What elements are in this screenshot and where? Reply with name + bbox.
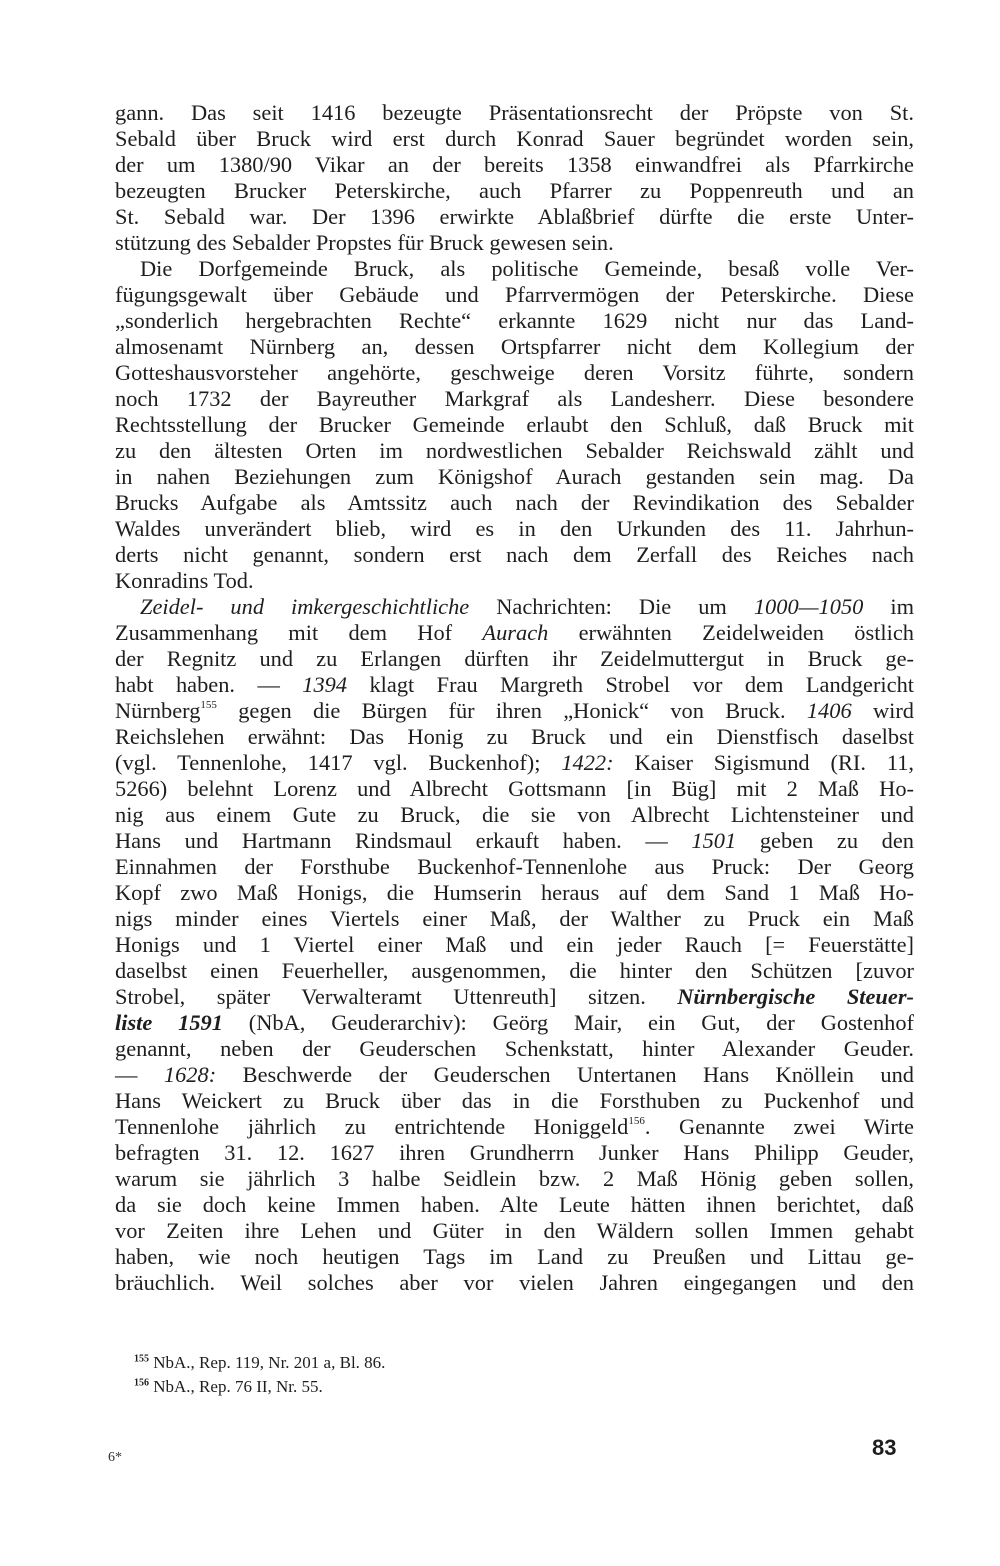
text-line: zu den ältesten Orten im nordwestlichen Sebalder Reichswald zählt und (115, 438, 914, 463)
text-line (115, 698, 914, 724)
text-run: Tennenlohe jährlich zu entrichtende Honiggeld (115, 1114, 629, 1139)
footnote-155 (134, 1352, 385, 1374)
text-line: Honigs und 1 Viertel einer Maß und ein jeder Rauch [= Feuerstätte] (115, 932, 914, 957)
text-run: Hans und Hartmann Rindsmaul erkauft haben. — (115, 828, 692, 853)
text-line: da sie doch keine Immen haben. Alte Leute hätten ihnen berichtet, daß (115, 1192, 914, 1217)
text-line: Kopf zwo Maß Honigs, die Humserin heraus auf dem Sand 1 Maß Ho- (115, 880, 914, 905)
text-line: Die Dorfgemeinde Bruck, als politische Gemeinde, besaß volle Ver- (140, 256, 914, 281)
text-line: Hans Weickert zu Bruck über das in die Forsthuben zu Puckenhof und (115, 1088, 914, 1113)
footnote-number: 155 (134, 1353, 149, 1365)
text-run: geben zu den (736, 828, 914, 853)
text-line: Reichslehen erwähnt: Das Honig zu Bruck und ein Dienstfisch daselbst (115, 724, 914, 749)
text-run: Nachrichten: Die um (469, 594, 754, 619)
text-run: (vgl. Tennenlohe, 1417 vgl. Buckenhof); (115, 750, 562, 775)
text-run: klagt Frau Margreth Strobel vor dem Landgericht (347, 672, 914, 697)
text-run: — (115, 1062, 164, 1087)
text-line: Waldes unverändert blieb, wird es in den Urkunden des 11. Jahrhun- (115, 516, 914, 541)
bold-italic-run: Nürnbergische Steuer- (677, 984, 914, 1009)
page-number: 83 (872, 1435, 897, 1460)
text-line: noch 1732 der Bayreuther Markgraf als Landesherr. Diese besondere (115, 386, 914, 411)
text-line: Konradins Tod. (115, 568, 254, 593)
text-line: 5266) belehnt Lorenz und Albrecht Gottsmann [in Büg] mit 2 Maß Ho- (115, 776, 914, 801)
text-line (115, 984, 914, 1010)
text-line: derts nicht genannt, sondern erst nach dem Zerfall des Reiches nach (115, 542, 914, 567)
footnote-text: NbA., Rep. 119, Nr. 201 a, Bl. 86. (149, 1353, 386, 1372)
text-line: St. Sebald war. Der 1396 erwirkte Ablaßbrief dürfte die erste Unter- (115, 204, 914, 229)
text-line: bräuchlich. Weil solches aber vor vielen Jahren eingegangen und den (115, 1270, 914, 1295)
text-line: daselbst einen Feuerheller, ausgenommen, die hinter den Schützen [zuvor (115, 958, 914, 983)
italic-run: 1406 (806, 698, 852, 723)
text-line (115, 672, 914, 698)
footnote-ref-155[interactable]: 155 (200, 698, 217, 711)
text-line: befragten 31. 12. 1627 ihren Grundherrn Junker Hans Philipp Geuder, (115, 1140, 914, 1165)
italic-run: 1000—1050 (753, 594, 864, 619)
text-run: . Genannte zwei Wirte (644, 1114, 914, 1139)
text-run: Kaiser Sigismund (RI. 11, (613, 750, 914, 775)
text-line: Einnahmen der Forsthube Buckenhof-Tennenlohe aus Pruck: Der Georg (115, 854, 914, 879)
italic-run: Aurach (482, 620, 549, 645)
text-line (115, 620, 914, 646)
italic-run: 1628: (163, 1062, 217, 1087)
text-line: bezeugten Brucker Peterskirche, auch Pfarrer zu Poppenreuth und an (115, 178, 914, 203)
text-line: Gotteshausvorsteher angehörte, geschweige deren Vorsitz führte, sondern (115, 360, 914, 385)
italic-run: 1422: (561, 750, 614, 775)
text-run: (NbA, Geuderarchiv): Geörg Mair, ein Gut, der Gostenhof (222, 1010, 914, 1035)
text-run: habt haben. — (115, 672, 303, 697)
text-line (115, 750, 914, 776)
italic-run: 1501 (691, 828, 737, 853)
text-line: fügungsgewalt über Gebäude und Pfarrvermögen der Peterskirche. Diese (115, 282, 914, 307)
text-line (140, 594, 914, 620)
text-line: Sebald über Bruck wird erst durch Konrad Sauer begründet worden sein, (115, 126, 914, 151)
text-line: genannt, neben der Geuderschen Schenkstatt, hinter Alexander Geuder. (115, 1036, 914, 1061)
text-line: der um 1380/90 Vikar an der bereits 1358 einwandfrei als Pfarrkirche (115, 152, 914, 177)
text-line: nig aus einem Gute zu Bruck, die sie von Albrecht Lichtensteiner und (115, 802, 914, 827)
text-line: stützung des Sebalder Propstes für Bruck gewesen sein. (115, 230, 614, 255)
footnote-text: NbA., Rep. 76 II, Nr. 55. (149, 1377, 323, 1396)
text-run: Zusammenhang mit dem Hof (115, 620, 483, 645)
text-line: gann. Das seit 1416 bezeugte Präsentationsrecht der Pröpste von St. (115, 100, 914, 125)
italic-run: Zeidel- und imkergeschichtliche (140, 594, 470, 619)
text-line: nigs minder eines Viertels einer Maß, der Walther zu Pruck ein Maß (115, 906, 914, 931)
text-line (115, 1114, 914, 1140)
text-line: vor Zeiten ihre Lehen und Güter in den Wäldern sollen Immen gehabt (115, 1218, 914, 1243)
text-line (115, 828, 914, 854)
printer-signature-mark: 6* (108, 1450, 122, 1465)
text-run: erwähnten Zeidelweiden östlich (548, 620, 914, 645)
text-line (115, 1010, 914, 1036)
footnote-number: 156 (134, 1377, 149, 1389)
bold-italic-run: liste 1591 (115, 1010, 223, 1035)
text-run: Strobel, später Verwalteramt Uttenreuth] sitzen. (115, 984, 678, 1009)
text-line: haben, wie noch heutigen Tags im Land zu Preußen und Littau ge- (115, 1244, 914, 1269)
text-line: almosenamt Nürnberg an, dessen Ortspfarrer nicht dem Kollegium der (115, 334, 914, 359)
text-run: Nürnberg (115, 698, 201, 723)
text-line (115, 1062, 914, 1088)
text-run: im (863, 594, 914, 619)
footnote-156 (134, 1376, 323, 1398)
text-line: „sonderlich hergebrachten Rechte“ erkannte 1629 nicht nur das Land- (115, 308, 914, 333)
text-line: in nahen Beziehungen zum Königshof Aurach gestanden sein mag. Da (115, 464, 914, 489)
text-line: warum sie jährlich 3 halbe Seidlein bzw. 2 Maß Hönig geben sollen, (115, 1166, 914, 1191)
text-run: Beschwerde der Geuderschen Untertanen Hans Knöllein und (216, 1062, 914, 1087)
footnote-ref-156[interactable]: 156 (628, 1114, 645, 1127)
text-line: der Regnitz und zu Erlangen dürften ihr Zeidelmuttergut in Bruck ge- (115, 646, 914, 671)
text-line: Brucks Aufgabe als Amtssitz auch nach der Revindikation des Sebalder (115, 490, 914, 515)
text-run: gegen die Bürgen für ihren „Honick“ von Bruck. (216, 698, 807, 723)
italic-run: 1394 (302, 672, 348, 697)
text-run: wird (851, 698, 914, 723)
text-line: Rechtsstellung der Brucker Gemeinde erlaubt den Schluß, daß Bruck mit (115, 412, 914, 437)
